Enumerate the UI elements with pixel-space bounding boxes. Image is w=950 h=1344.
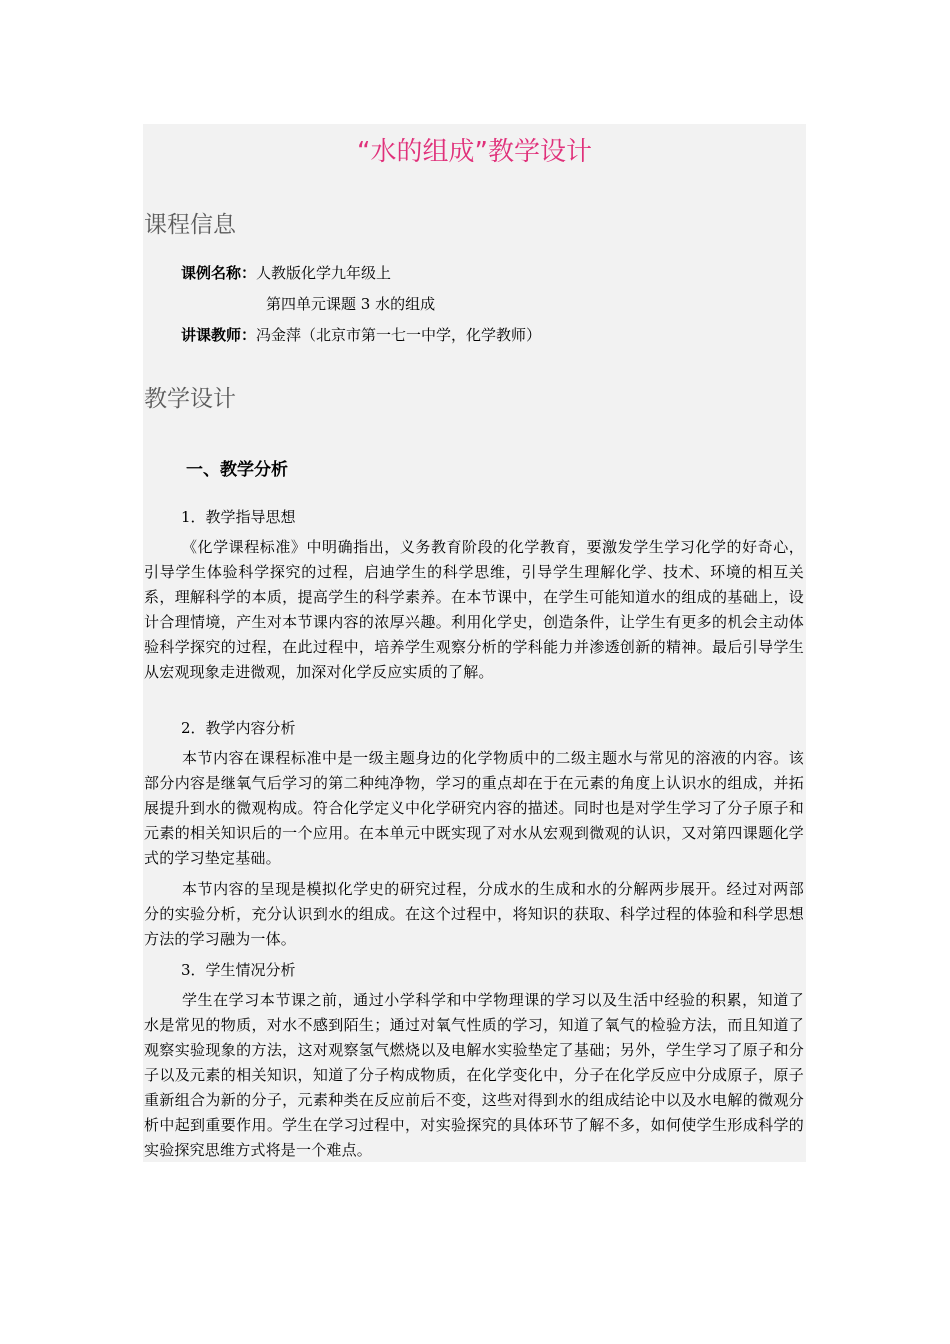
content-analysis-paragraph-2: 本节内容的呈现是模拟化学史的研究过程，分成水的生成和水的分解两步展开。经过对两部分的实验分析，充分认识到水的组成。在这个过程中，将知识的获取、科学过程的体验和科学思想方法的学习融为一体。 <box>144 880 804 948</box>
case-name-label: 课例名称： <box>181 264 257 282</box>
teacher-value: 冯金萍（北京市第一七一中学，化学教师） <box>256 326 542 344</box>
guiding-ideology-title: 1．教学指导思想 <box>181 508 296 526</box>
student-analysis-title: 3．学生情况分析 <box>181 961 296 979</box>
content-analysis-title: 2．教学内容分析 <box>181 719 296 737</box>
teaching-analysis-heading: 一、教学分析 <box>186 460 288 480</box>
document-title: “水的组成”教学设计 <box>357 137 592 167</box>
guiding-ideology-paragraph: 《化学课程标准》中明确指出，义务教育阶段的化学教育，要激发学生学习化学的好奇心，引导学生体验科学探究的过程，启迪学生的科学思维，引导学生理解化学、技术、环境的相互关系，理解科学的本质，提高学生的科学素养。在本节课中，在学生可能知道水的组成的基础上，设计合理情境，产生对本节课内容的浓厚兴趣。利用化学史，创造条件，让学生有更多的机会主动体验科学探究的过程，在此过程中，培养学生观察分析的学科能力并渗透创新的精神。最后引导学生从宏观现象走进微观，加深对化学反应实质的了解。 <box>144 538 804 681</box>
case-name-row <box>181 262 391 284</box>
teaching-design-heading: 教学设计 <box>144 386 236 412</box>
case-name-line2: 第四单元课题 3 水的组成 <box>266 295 436 313</box>
teacher-label: 讲课教师： <box>181 326 257 344</box>
course-info-heading: 课程信息 <box>144 212 236 238</box>
case-name-value: 人教版化学九年级上 <box>256 264 392 282</box>
teacher-row <box>181 324 541 346</box>
document-body <box>143 124 806 1162</box>
student-analysis-paragraph: 学生在学习本节课之前，通过小学科学和中学物理课的学习以及生活中经验的积累，知道了水是常见的物质，对水不感到陌生；通过对氧气性质的学习，知道了氧气的检验方法，而且知道了观察实验现象的方法，这对观察氢气燃烧以及电解水实验垫定了基础；另外，学生学习了原子和分子以及元素的相关知识，知道了分子构成物质，在化学变化中，分子在化学反应中分成原子，原子重新组合为新的分子，元素种类在反应前后不变，这些对得到水的组成结论中以及水电解的微观分析中起到重要作用。学生在学习过程中，对实验探究的具体环节了解不多，如何使学生形成科学的实验探究思维方式将是一个难点。 <box>144 991 804 1159</box>
content-analysis-paragraph-1: 本节内容在课程标准中是一级主题身边的化学物质中的二级主题水与常见的溶液的内容。该部分内容是继氧气后学习的第二种纯净物，学习的重点却在于在元素的角度上认识水的组成，并拓展提升到水的微观构成。符合化学定义中化学研究内容的描述。同时也是对学生学习了分子原子和元素的相关知识后的一个应用。在本单元中既实现了对水从宏观到微观的认识，又对第四课题化学式的学习垫定基础。 <box>144 749 804 867</box>
